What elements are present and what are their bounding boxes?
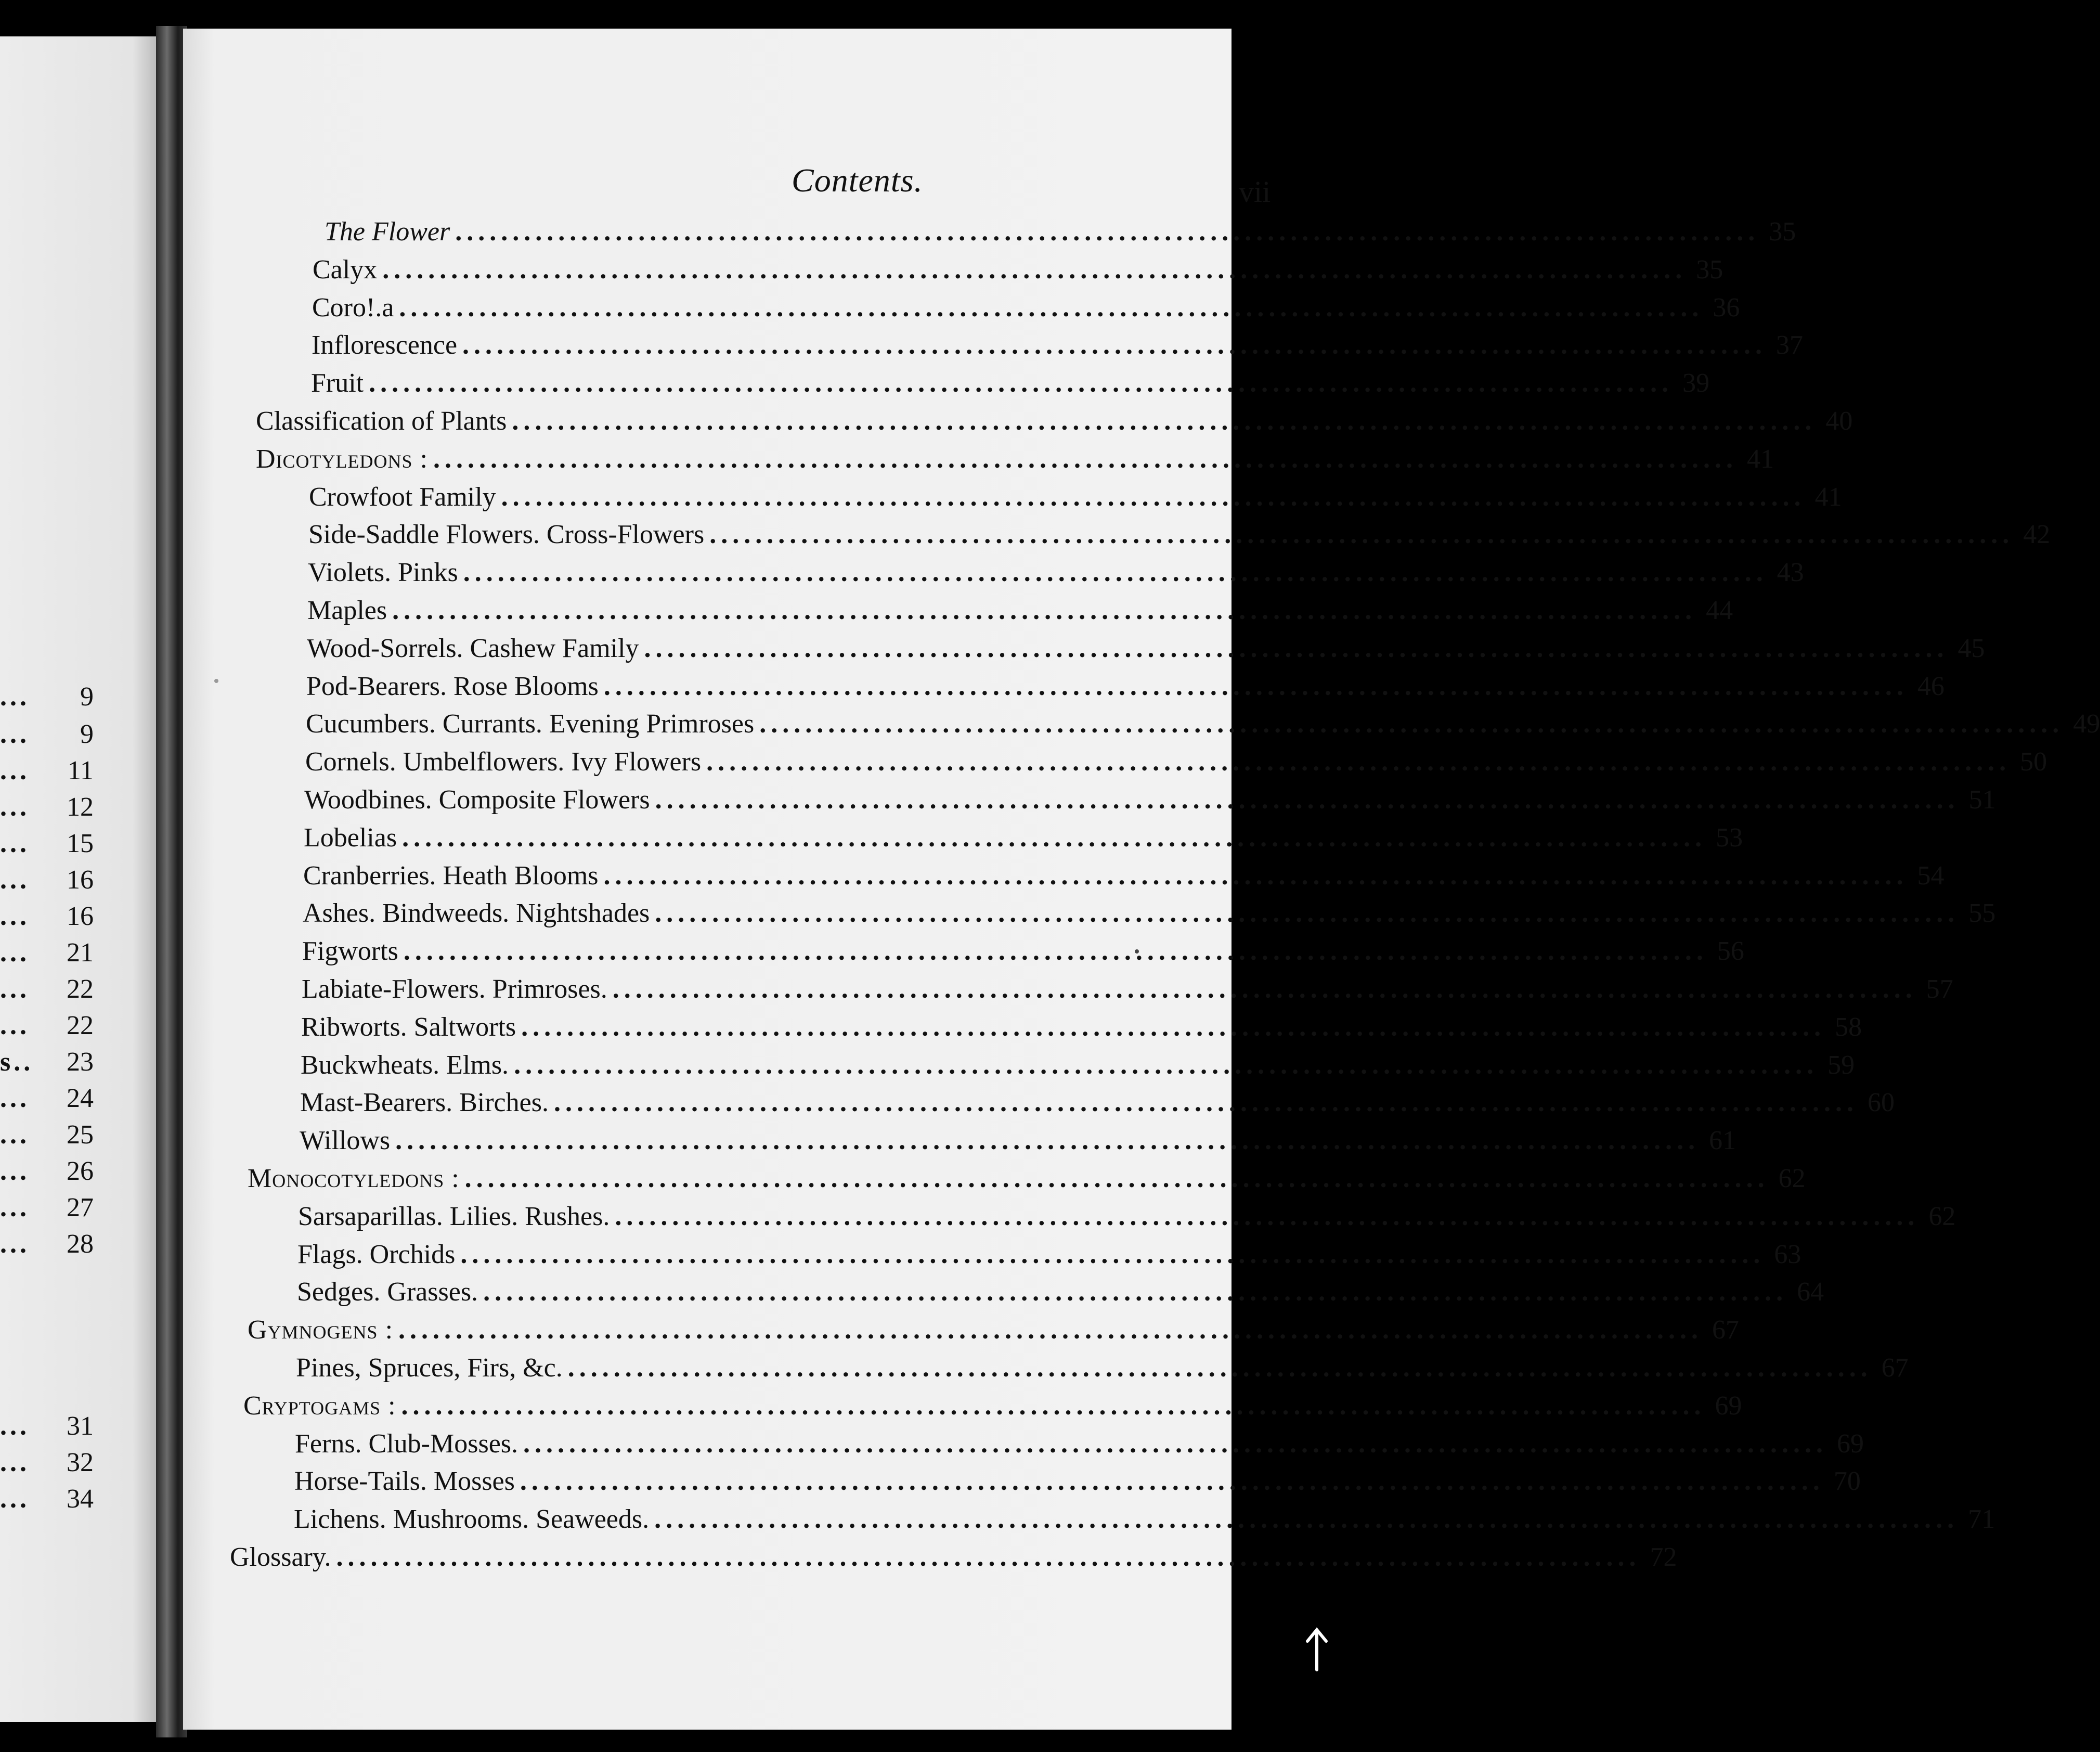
dot-leader: ..................................................................................................................: [460, 1240, 1765, 1269]
facing-page-entry: [0, 755, 94, 787]
toc-entry: [303, 897, 1996, 930]
facing-page-entry: [0, 1119, 94, 1151]
running-head: Contents.: [792, 162, 923, 199]
toc-entry: [298, 1201, 1956, 1233]
toc-entry-page: 46: [1917, 672, 1945, 701]
dot-leader: ...: [0, 1120, 30, 1150]
toc-entry: [256, 405, 1853, 437]
toc-entry-page: 69: [1715, 1391, 1742, 1421]
pencil-arrow-mark: [1301, 1626, 1332, 1672]
facing-page-left: [0, 36, 156, 1722]
dot-leader: ..................................................................................................................: [483, 1277, 1788, 1307]
toc-entry-page: 41: [1814, 482, 1842, 512]
facing-page-number: 22: [67, 1011, 94, 1040]
dot-leader: ..................................................................................................................: [464, 1164, 1769, 1193]
toc-entry-page: 62: [1928, 1202, 1956, 1231]
toc-entry-page: 39: [1682, 368, 1710, 398]
toc-entry: [313, 254, 1723, 286]
dot-leader: ..................................................................................................................: [402, 823, 1707, 853]
toc-entry-title: Monocotyledons :: [248, 1164, 460, 1193]
toc-entry-page: 45: [1958, 634, 1985, 663]
dot-leader: ...: [0, 1156, 30, 1186]
toc-entry: [300, 1125, 1736, 1157]
facing-page-number: 24: [67, 1084, 94, 1113]
dot-leader: ..................................................................................................................: [403, 936, 1708, 966]
dot-leader: ...: [0, 1084, 30, 1113]
toc-entry-page: 72: [1650, 1542, 1677, 1572]
toc-entry: [306, 708, 2100, 740]
dot-leader: ..................................................................................................................: [553, 1088, 1858, 1117]
dot-leader: ...: [0, 974, 30, 1004]
toc-entry-page: 63: [1774, 1240, 1801, 1269]
toc-entry-title: Lobelias: [304, 823, 397, 853]
dot-leader: ..................................................................................................................: [399, 293, 1704, 323]
facing-page-number: 32: [67, 1448, 94, 1477]
toc-entry-page: 41: [1746, 444, 1774, 474]
dot-leader: ...: [0, 792, 30, 822]
dot-leader: ..................................................................................................................: [392, 596, 1697, 625]
toc-entry: [308, 557, 1804, 589]
toc-entry-page: 67: [1712, 1315, 1740, 1345]
facing-page-number: 31: [67, 1411, 94, 1441]
dot-leader: ..................................................................................................................: [655, 898, 1960, 928]
dot-leader: ..................................................................................................................: [759, 709, 2064, 739]
toc-entry-title: Classification of Plants: [256, 406, 507, 436]
toc-entry: [305, 746, 2047, 778]
toc-entry-page: 67: [1881, 1353, 1909, 1383]
toc-entry: [304, 822, 1743, 854]
toc-entry: [230, 1541, 1677, 1574]
toc-entry-title: Horse-Tails. Mosses: [294, 1466, 515, 1496]
paper-speck: [214, 679, 218, 683]
toc-entry-title: Cryptogams :: [243, 1391, 396, 1421]
toc-entry-title: Dicotyledons :: [256, 444, 428, 474]
facing-page-entry: [0, 1484, 94, 1515]
toc-entry-title: Calyx: [313, 255, 378, 285]
facing-page-number: 9: [80, 719, 94, 749]
dot-leader: ...: [0, 1193, 30, 1222]
toc-entry: [296, 1352, 1909, 1384]
toc-entry-title: Cornels. Umbelflowers. Ivy Flowers: [305, 747, 702, 777]
toc-entry: [295, 1428, 1864, 1460]
dot-leader: ..................................................................................................................: [603, 861, 1908, 891]
toc-entry-title: Ribworts. Saltworts: [301, 1012, 516, 1042]
facing-page-number: 23: [67, 1047, 94, 1077]
toc-entry-page: 69: [1837, 1429, 1864, 1459]
dot-leader: ..................................................................................................................: [501, 482, 1806, 512]
toc-entry-title: Sedges. Grasses.: [297, 1277, 478, 1307]
toc-entry: [248, 1314, 1740, 1346]
toc-entry-page: 42: [2023, 520, 2051, 549]
dot-leader: ...: [0, 1448, 30, 1477]
facing-page-number: 21: [67, 938, 94, 968]
dot-leader: ...: [0, 865, 30, 895]
toc-entry-page: 53: [1716, 823, 1743, 853]
toc-entry-page: 54: [1917, 861, 1945, 891]
toc-entry: [307, 633, 1985, 665]
toc-entry-page: 61: [1709, 1126, 1736, 1155]
toc-entry: [303, 860, 1945, 892]
facing-page-number: 26: [67, 1156, 94, 1186]
facing-page-entry: [0, 1229, 94, 1260]
facing-page-number: 27: [67, 1193, 94, 1222]
dot-leader: ...: [0, 1011, 30, 1040]
toc-entry-page: 59: [1827, 1050, 1855, 1080]
toc-entry-title: Crowfoot Family: [309, 482, 496, 512]
toc-entry-page: 50: [2020, 747, 2047, 777]
toc-entry-title: The Flower: [325, 217, 450, 247]
toc-entry-title: Maples: [307, 596, 387, 625]
facing-page-entry: [0, 1447, 94, 1478]
toc-entry: [308, 519, 2051, 551]
toc-entry: [294, 1503, 1995, 1536]
toc-entry-page: 64: [1797, 1277, 1824, 1307]
toc-entry-title: Figworts: [302, 936, 398, 966]
facing-page-entry: [0, 828, 94, 859]
toc-entry-page: 62: [1778, 1164, 1806, 1193]
toc-entry-title: Wood-Sorrels. Cashew Family: [307, 634, 639, 663]
dot-leader: ..................................................................................................................: [514, 1050, 1819, 1080]
toc-entry-title: Labiate-Flowers. Primroses.: [302, 974, 607, 1004]
facing-page-number: 12: [67, 792, 94, 822]
facing-page-entry: [0, 1047, 94, 1078]
toc-entry-title: Flags. Orchids: [297, 1240, 456, 1269]
dot-leader: ...: [0, 756, 30, 785]
toc-entry: [256, 443, 1774, 475]
dot-leader: ...: [0, 938, 30, 968]
dot-leader: ..................................................................................................................: [655, 785, 1960, 815]
dot-leader: ..................................................................................................................: [615, 1202, 1920, 1231]
facing-page-entry: [0, 719, 94, 750]
toc-entry-page: 56: [1717, 936, 1744, 966]
dot-leader: ..................................................................................................................: [433, 444, 1738, 474]
facing-page-entry: [0, 1010, 94, 1041]
facing-page-entry: [0, 1083, 94, 1114]
toc-entry: [243, 1390, 1742, 1422]
dot-leader: ...: [0, 682, 30, 712]
toc-entry-title: Cucumbers. Currants. Evening Primroses: [306, 709, 755, 739]
dot-leader: ..................................................................................................................: [401, 1391, 1706, 1421]
dot-leader: ...: [0, 1484, 30, 1514]
dot-leader: ..................................................................................................................: [462, 330, 1767, 360]
toc-entry: [309, 481, 1842, 513]
toc-entry-page: 44: [1706, 596, 1733, 625]
toc-entry-page: 36: [1713, 293, 1740, 323]
toc-entry: [301, 1049, 1855, 1081]
toc-entry-page: 57: [1926, 974, 1953, 1004]
facing-page-number: 15: [67, 829, 94, 858]
dot-leader: ..................................................................................................................: [336, 1542, 1641, 1572]
toc-entry: [312, 292, 1740, 324]
dot-leader: ...: [0, 829, 30, 858]
facing-page-number: 25: [67, 1120, 94, 1150]
facing-page-number: 28: [67, 1229, 94, 1259]
dot-leader: ..................................................................................................................: [523, 1429, 1828, 1459]
toc-entry-page: 51: [1968, 785, 1996, 815]
toc-entry-title: Coro!.a: [312, 293, 394, 323]
toc-entry-title: Inflorescence: [312, 330, 458, 360]
toc-entry: [307, 595, 1733, 627]
toc-entry: [304, 784, 1996, 816]
toc-entry: [312, 329, 1804, 362]
toc-entry-title: Ferns. Club-Mosses.: [295, 1429, 518, 1459]
toc-entry-title: Side-Saddle Flowers. Cross-Flowers: [308, 520, 705, 549]
dot-leader: ..................................................................................................................: [706, 747, 2011, 777]
facing-page-number: 16: [67, 865, 94, 895]
toc-entry-page: 49: [2073, 709, 2100, 739]
book-gutter: [156, 26, 187, 1737]
toc-entry-page: 58: [1835, 1012, 1862, 1042]
toc-entry: [248, 1163, 1806, 1195]
toc-entry-title: Ashes. Bindweeds. Nightshades: [303, 898, 650, 928]
toc-entry-title: Pines, Spruces, Firs, &c.: [296, 1353, 563, 1383]
dot-leader: ..................................................................................................................: [512, 406, 1817, 436]
toc-entry: [302, 935, 1744, 968]
toc-entry-title: Woodbines. Composite Flowers: [304, 785, 650, 815]
dot-leader: ..................................................................................................................: [455, 217, 1760, 247]
toc-entry: [311, 367, 1710, 400]
dot-leader: ..................................................................................................................: [398, 1315, 1703, 1345]
facing-page-number: 22: [67, 974, 94, 1004]
facing-page-number: 34: [67, 1484, 94, 1514]
facing-page-entry: [0, 1156, 94, 1187]
toc-entry-title: Violets. Pinks: [308, 558, 458, 587]
toc-entry-title: Mast-Bearers. Birches.: [300, 1088, 549, 1117]
toc-entry: [297, 1276, 1824, 1308]
toc-entry: [294, 1465, 1861, 1498]
toc-entry-page: 35: [1769, 217, 1796, 247]
dot-leader: ...: [0, 719, 30, 749]
facing-page-entry: [0, 1192, 94, 1223]
toc-entry: [301, 1011, 1862, 1044]
facing-page-entry: [0, 1411, 94, 1442]
dot-leader: ..................................................................................................................: [644, 634, 1949, 663]
toc-entry-page: 35: [1696, 255, 1723, 285]
toc-entry: [300, 1087, 1895, 1119]
toc-entry-title: Willows: [300, 1126, 391, 1155]
facing-page-entry: [0, 865, 94, 896]
toc-entry-page: 40: [1825, 406, 1853, 436]
toc-entry-title: Gymnogens :: [248, 1315, 394, 1345]
dot-leader: ..................................................................................................................: [567, 1353, 1872, 1383]
facing-page-number: 16: [67, 901, 94, 931]
dot-leader: ..................................................................................................................: [654, 1504, 1959, 1534]
dot-leader: ..................................................................................................................: [521, 1012, 1826, 1042]
facing-page-entry: [0, 937, 94, 969]
dot-leader: ..................................................................................................................: [709, 520, 2014, 549]
dot-leader: ..................................................................................................................: [369, 368, 1674, 398]
toc-entry-page: 60: [1867, 1088, 1895, 1117]
toc-entry-title: Pod-Bearers. Rose Blooms: [306, 672, 599, 701]
page-folio: vii: [1239, 175, 1271, 209]
toc-entry-page: 71: [1968, 1504, 1995, 1534]
facing-page-number: 9: [80, 682, 94, 712]
toc-entry: [325, 216, 1796, 248]
toc-entry-page: 70: [1833, 1466, 1861, 1496]
toc-entry-title: Sarsaparillas. Lilies. Rushes.: [298, 1202, 610, 1231]
dot-leader: ..................................................................................................................: [395, 1126, 1700, 1155]
facing-page-entry: [0, 974, 94, 1005]
toc-entry: [297, 1239, 1801, 1271]
dot-leader: ..................................................................................................................: [603, 672, 1908, 701]
dot-leader: s..: [0, 1047, 34, 1077]
dot-leader: ...: [0, 901, 30, 931]
toc-entry-title: Glossary.: [230, 1542, 331, 1572]
dot-leader: ...: [0, 1229, 30, 1259]
toc-entry-title: Buckwheats. Elms.: [301, 1050, 509, 1080]
dot-leader: ..................................................................................................................: [382, 255, 1687, 285]
toc-entry-title: Lichens. Mushrooms. Seaweeds.: [294, 1504, 650, 1534]
dot-leader: ..................................................................................................................: [463, 558, 1768, 587]
dot-leader: ..................................................................................................................: [612, 974, 1917, 1004]
facing-page-entry: [0, 901, 94, 932]
dot-leader: ...: [0, 1411, 30, 1441]
toc-entry-title: Fruit: [311, 368, 364, 398]
toc-entry-page: 43: [1777, 558, 1804, 587]
toc-entry-title: Cranberries. Heath Blooms: [303, 861, 599, 891]
facing-page-entry: [0, 792, 94, 823]
toc-entry: [302, 973, 1953, 1006]
toc-entry-page: 55: [1968, 898, 1996, 928]
dot-leader: ..................................................................................................................: [520, 1466, 1824, 1496]
contents-page: [183, 29, 2100, 1730]
facing-page-entry: [0, 681, 94, 713]
toc-entry: [306, 671, 1945, 703]
toc-entry-page: 37: [1776, 330, 1804, 360]
facing-page-number: 11: [67, 756, 94, 785]
